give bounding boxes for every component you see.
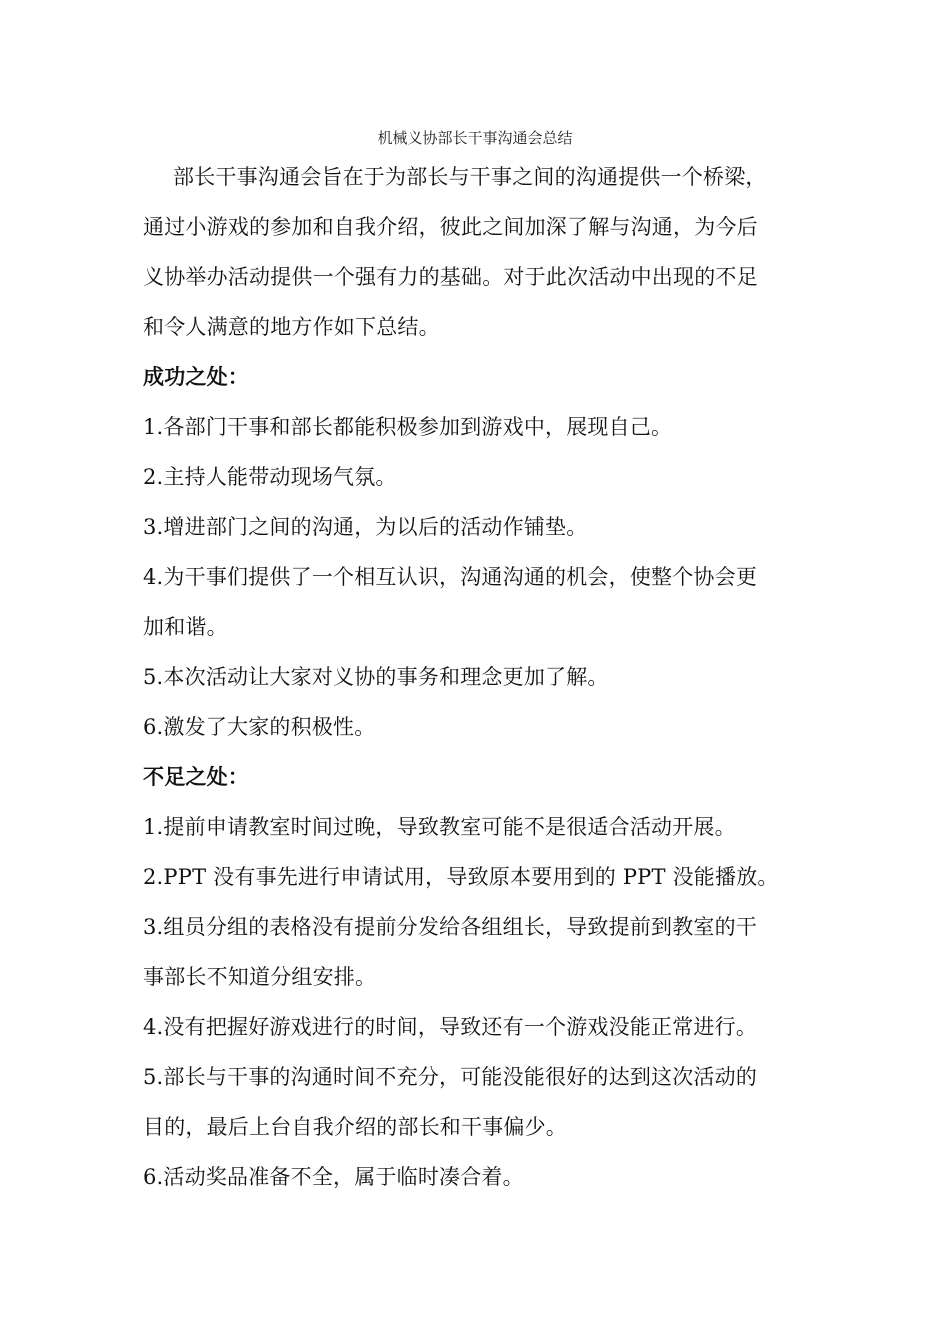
- shortcoming-line: 1.提前申请教室时间过晚，导致教室可能不是很适合活动开展。: [143, 815, 736, 839]
- intro-line: 和令人满意的地方作如下总结。: [143, 315, 440, 339]
- shortcoming-line: 3.组员分组的表格没有提前分发给各组组长，导致提前到教室的干: [143, 915, 758, 939]
- shortcomings-heading: 不足之处：: [143, 764, 249, 789]
- shortcoming-line: 4.没有把握好游戏进行的时间，导致还有一个游戏没能正常进行。: [143, 1015, 758, 1039]
- document-body: [143, 152, 808, 1202]
- success-line: 5.本次活动让大家对义协的事务和理念更加了解。: [143, 665, 609, 689]
- shortcoming-line: 事部长不知道分组安排。: [143, 965, 377, 989]
- success-line: 4.为干事们提供了一个相互认识，沟通沟通的机会，使整个协会更: [143, 565, 758, 589]
- success-line: 3.增进部门之间的沟通，为以后的活动作铺垫。: [143, 515, 588, 539]
- intro-line: 通过小游戏的参加和自我介绍，彼此之间加深了解与沟通，为今后: [143, 215, 758, 239]
- intro-line: 义协举办活动提供一个强有力的基础。对于此次活动中出现的不足: [143, 265, 758, 289]
- success-heading: 成功之处：: [143, 364, 249, 389]
- success-line: 2.主持人能带动现场气氛。: [143, 465, 397, 489]
- shortcoming-line: 2.PPT 没有事先进行申请试用，导致原本要用到的 PPT 没能播放。: [143, 865, 779, 889]
- success-line: 加和谐。: [143, 615, 228, 639]
- shortcoming-line: 目的，最后上台自我介绍的部长和干事偏少。: [143, 1115, 567, 1139]
- document-title: 机械义协部长干事沟通会总结: [377, 129, 573, 147]
- success-line: 1.各部门干事和部长都能积极参加到游戏中，展现自己。: [143, 415, 673, 439]
- success-line: 6.激发了大家的积极性。: [143, 715, 376, 739]
- intro-line: 部长干事沟通会旨在于为部长与干事之间的沟通提供一个桥梁，: [173, 165, 767, 189]
- shortcoming-line: 6.活动奖品准备不全，属于临时凑合着。: [143, 1165, 524, 1189]
- shortcoming-line: 5.部长与干事的沟通时间不充分，可能没能很好的达到这次活动的: [143, 1065, 758, 1089]
